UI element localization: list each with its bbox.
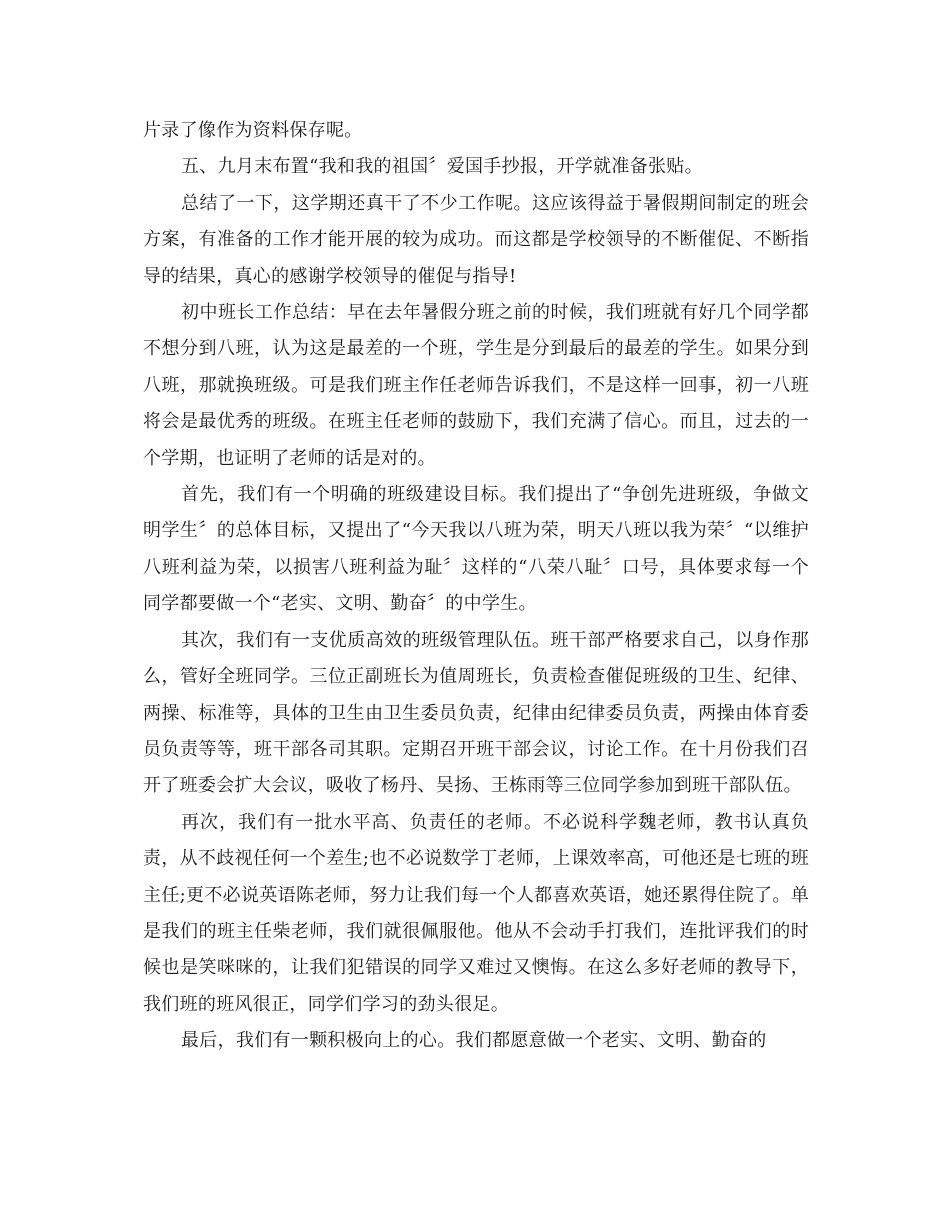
paragraph-continuation: 片录了像作为资料保存呢。 <box>143 120 363 141</box>
document-body <box>143 113 809 1060</box>
paragraph-third-teachers: 再次，我们有一批水平高、负责任的老师。不必说科学魏老师，教书认真负责，从不歧视任何一个差生;也不必说数学丁老师，上课效率高，可他还是七班的班主任;更不必说英语陈老师，努力让我们每一个人都喜欢英语，她还累得住院了。单是我们的班主任柴老师，我们就很佩服他。他从不会动手打我们，连批评我们的时候也是笑咪咪的，让我们犯错误的同学又难过又懊悔。在这么多好老师的教导下，我们班的班风很正，同学们学习的劲头很足。 <box>143 811 809 1015</box>
paragraph-second-team: 其次，我们有一支优质高效的班级管理队伍。班干部严格要求自己，以身作那么，管好全班同学。三位正副班长为值周班长，负责检查催促班级的卫生、纪律、两操、标准等，具体的卫生由卫生委员负责，纪律由纪律委员负责，两操由体育委员负责等等，班干部各司其职。定期召开班干部会议，讨论工作。在十月份我们召开了班委会扩大会议，吸收了杨丹、吴扬、王栋雨等三位同学参加到班干部队伍。 <box>143 629 809 797</box>
paragraph-monitor-summary: 初中班长工作总结：早在去年暑假分班之前的时候，我们班就有好几个同学都不想分到八班，认为这是最差的一个班，学生是分到最后的最差的学生。如果分到八班，那就换班级。可是我们班主作任老师告诉我们，不是这样一回事，初一八班将会是最优秀的班级。在班主任老师的鼓励下，我们充满了信心。而且，过去的一个学期，也证明了老师的话是对的。 <box>143 302 809 469</box>
paragraph-item-five: 五、九月末布置“我和我的祖国〞爱国手抄报，开学就准备张贴。 <box>181 156 703 178</box>
paragraph-first-goal: 首先，我们有一个明确的班级建设目标。我们提出了“争创先进班级，争做文明学生〞的总体目标，又提出了“今天我以八班为荣，明天八班以我为荣〞“以维护八班利益为荣，以损害八班利益为耻〞这样的“八荣八耻〞口号，具体要求每一个同学都要做一个“老实、文明、勤奋〞的中学生。 <box>143 484 809 615</box>
paragraph-last-attitude: 最后，我们有一颗积极向上的心。我们都愿意做一个老实、文明、勤奋的 <box>181 1030 767 1052</box>
paragraph-summary: 总结了一下，这学期还真干了不少工作呢。这应该得益于暑假期间制定的班会方案，有准备的工作才能开展的较为成功。而这都是学校领导的不断催促、不断指导的结果，真心的感谢学校领导的催促与指导! <box>143 192 809 287</box>
